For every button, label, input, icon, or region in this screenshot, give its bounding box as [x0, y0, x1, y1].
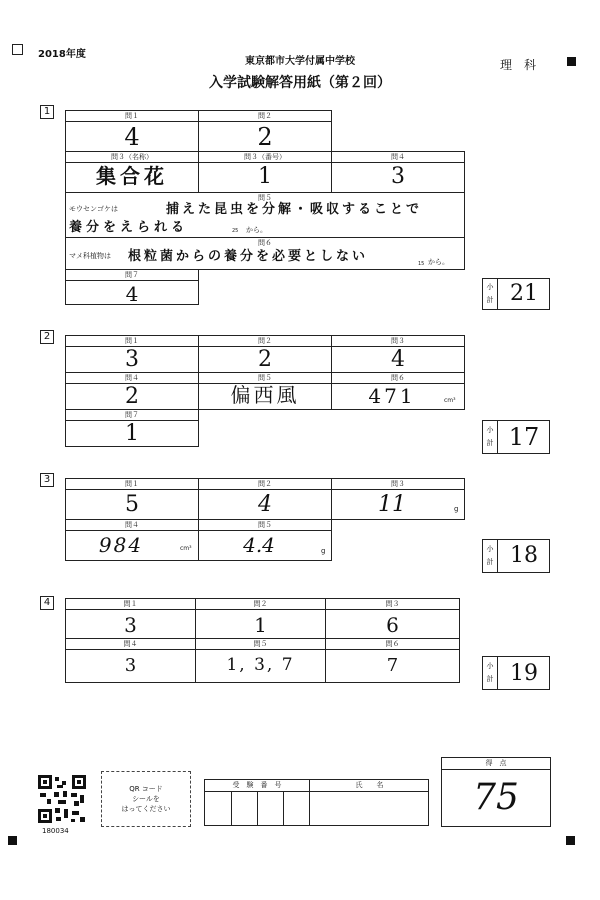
s1-q5-cell[interactable]: [65, 192, 465, 238]
registration-mark-bottom-right: [566, 836, 575, 845]
page-title: 入学試験解答用紙（第２回）: [209, 75, 391, 91]
s1-q3a-cell[interactable]: [65, 151, 199, 193]
s1-q5-label: 問５: [258, 194, 272, 202]
s2-q2-cell[interactable]: [198, 335, 332, 373]
s2-q1-label: 問１: [125, 337, 139, 345]
s4-q5-label: 問５: [253, 640, 268, 648]
name-field[interactable]: [309, 791, 428, 825]
s2-q4-label: 問４: [125, 374, 139, 382]
s4-q5-cell[interactable]: [195, 638, 326, 683]
s3-q3-unit: g: [454, 505, 459, 513]
s3-q5-answer: 4.4: [243, 533, 275, 557]
s1-q2-label: 問２: [258, 112, 272, 120]
s1-q3b-label: 問３（番号）: [244, 153, 286, 161]
s2-q6-label: 問６: [391, 374, 405, 382]
s2-q7-answer: 1: [125, 421, 139, 446]
s4-subtotal-box[interactable]: [482, 656, 550, 690]
s1-q3b-cell[interactable]: [198, 151, 332, 193]
s3-q3-label: 問３: [391, 480, 405, 488]
exam-number-field[interactable]: [205, 791, 308, 825]
s1-q6-answer: 根粒菌からの養分を必要としない: [128, 249, 369, 264]
s4-subtotal-label-b: 計: [486, 675, 494, 683]
section-number-3: 3: [40, 473, 54, 487]
s4-q6-cell[interactable]: [325, 638, 460, 683]
s1-q6-suffix: から。: [428, 258, 449, 266]
s1-q2-cell[interactable]: [198, 110, 332, 152]
s2-subtotal-value: 17: [508, 423, 540, 451]
s4-q6-answer: 7: [386, 655, 399, 676]
s2-q2-answer: 2: [258, 347, 272, 372]
s3-q5-label: 問５: [258, 521, 272, 529]
s3-q5-unit: g: [321, 547, 326, 555]
s4-q6-label: 問６: [385, 640, 400, 648]
s4-q4-cell[interactable]: [65, 638, 196, 683]
s3-subtotal-box[interactable]: [482, 539, 550, 573]
s2-q7-label: 問７: [125, 411, 139, 419]
s4-q4-answer: 3: [124, 655, 137, 676]
s2-subtotal-label-b: 計: [486, 439, 494, 447]
s3-q1-label: 問１: [125, 480, 139, 488]
s1-q5-answer-line2: 養分をえられる: [69, 220, 189, 235]
s1-subtotal-label-b: 計: [486, 296, 494, 304]
s1-q7-answer: 4: [125, 282, 139, 306]
s1-subtotal-label-a: 小: [486, 283, 494, 291]
qr-sticker-area[interactable]: [101, 771, 191, 827]
s1-q5-answer-line1: 捕えた昆虫を分解・吸収することで: [166, 202, 423, 217]
s4-q2-answer: 1: [254, 613, 267, 637]
s3-q3-answer: 11: [378, 492, 406, 517]
qr-note-line1: QR コード: [129, 785, 163, 793]
s1-q6-label: 問６: [258, 239, 272, 247]
s3-q2-answer: 4: [258, 492, 272, 517]
s3-q4-label: 問４: [125, 521, 139, 529]
s4-q1-answer: 3: [124, 613, 137, 637]
s2-q6-unit: cm³: [444, 397, 456, 404]
s4-q1-cell[interactable]: [65, 598, 196, 639]
s2-q5-label: 問５: [258, 374, 272, 382]
s2-q7-cell[interactable]: [65, 409, 199, 447]
exam-year: 2018年度: [38, 49, 86, 60]
s4-q3-cell[interactable]: [325, 598, 460, 639]
sheet-code: 180034: [42, 827, 69, 835]
s1-q1-label: 問１: [125, 112, 139, 120]
s3-q1-answer: 5: [125, 492, 139, 517]
s3-subtotal-label-a: 小: [486, 545, 494, 553]
s1-q5-suffix: から。: [246, 226, 267, 234]
s1-q7-cell[interactable]: [65, 269, 199, 305]
s2-q3-cell[interactable]: [331, 335, 465, 373]
s2-q5-cell[interactable]: [198, 372, 332, 410]
s4-subtotal-value: 19: [510, 661, 538, 686]
s4-q2-cell[interactable]: [195, 598, 326, 639]
s3-q4-unit: cm³: [180, 545, 192, 552]
s2-q1-answer: 3: [125, 347, 139, 372]
s1-q3a-label: 問３（名称）: [111, 153, 153, 161]
s3-q1-cell[interactable]: [65, 478, 199, 520]
s1-q3b-answer: 1: [258, 164, 272, 189]
s1-q1-cell[interactable]: [65, 110, 199, 152]
s3-q2-cell[interactable]: [198, 478, 332, 520]
s1-q4-label: 問４: [391, 153, 405, 161]
section-number-1: 1: [40, 105, 54, 119]
s2-q1-cell[interactable]: [65, 335, 199, 373]
exam-number-label: 受 験 番 号: [232, 781, 282, 789]
s4-subtotal-label-a: 小: [486, 662, 494, 670]
s1-q5-char-count: 25: [232, 228, 239, 234]
s1-subtotal-box[interactable]: [482, 278, 550, 310]
score-label: 得 点: [485, 759, 507, 767]
s1-q5-prefix: モウセンゴケは: [69, 205, 118, 213]
s1-q6-char-count: 15: [418, 261, 425, 267]
s2-q3-label: 問３: [391, 337, 405, 345]
s4-q3-label: 問３: [385, 600, 400, 608]
s2-q4-cell[interactable]: [65, 372, 199, 410]
score-box[interactable]: [441, 757, 551, 827]
s2-subtotal-label-a: 小: [486, 426, 494, 434]
s3-q4-answer: 984: [98, 533, 144, 557]
s1-q7-label: 問７: [125, 271, 139, 279]
s2-q5-answer: 偏西風: [230, 383, 300, 407]
s3-subtotal-value: 18: [510, 543, 538, 568]
s3-q5-cell[interactable]: [198, 519, 332, 561]
s4-q5-answer: 1, 3, 7: [226, 655, 295, 675]
subject-label: 理 科: [500, 58, 537, 72]
s4-q4-label: 問４: [123, 640, 138, 648]
qr-code: [38, 775, 86, 823]
score-value: 75: [473, 777, 519, 818]
s2-subtotal-box[interactable]: [482, 420, 550, 454]
s4-q1-label: 問１: [123, 600, 138, 608]
s2-q4-answer: 2: [125, 384, 139, 409]
s3-subtotal-label-b: 計: [486, 558, 494, 566]
s1-subtotal-value: 21: [510, 281, 538, 306]
s1-q1-answer: 4: [124, 123, 140, 151]
s1-q4-cell[interactable]: [331, 151, 465, 193]
registration-mark-bottom-left: [8, 836, 17, 845]
school-name: 東京都市大学付属中学校: [245, 56, 355, 67]
s4-q3-answer: 6: [386, 613, 399, 637]
s1-q6-cell[interactable]: [65, 237, 465, 270]
qr-note-line2: シールを: [132, 795, 160, 803]
s2-q6-answer: 471: [368, 384, 416, 408]
s2-q2-label: 問２: [258, 337, 272, 345]
s2-q3-answer: 4: [391, 347, 405, 372]
name-label: 氏 名: [355, 781, 384, 789]
qr-note-line3: はってください: [121, 805, 171, 813]
s3-q2-label: 問２: [258, 480, 272, 488]
s1-q4-answer: 3: [391, 164, 405, 189]
s1-q2-answer: 2: [257, 123, 273, 151]
section-number-2: 2: [40, 330, 54, 344]
s4-q2-label: 問２: [253, 600, 268, 608]
s3-q3-cell[interactable]: [331, 478, 465, 520]
s1-q6-prefix: マメ科植物は: [69, 252, 111, 260]
s3-q4-cell[interactable]: [65, 519, 199, 561]
section-number-4: 4: [40, 596, 54, 610]
s2-q6-cell[interactable]: [331, 372, 465, 410]
s1-q3a-answer: 集合花: [96, 164, 168, 188]
